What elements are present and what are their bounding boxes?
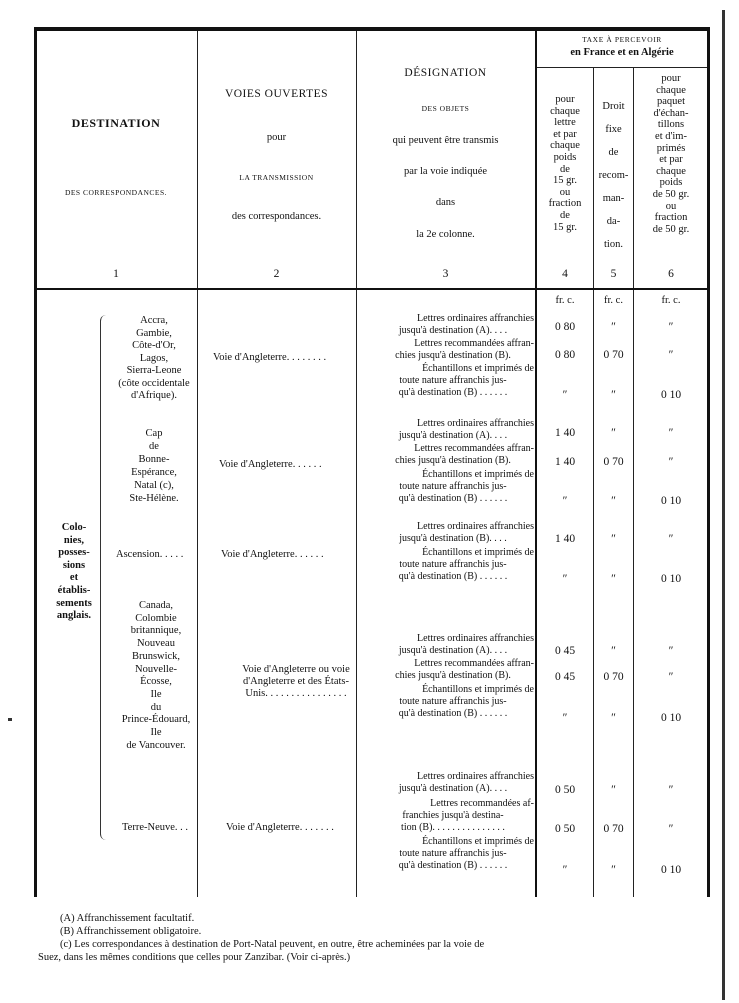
col1-number: 1 [113,268,119,280]
objet-line: toute nature affranchis jus- [399,559,507,571]
col6-header-line: tillons [657,119,685,131]
col6-header-line: ou [665,200,677,212]
objet-lr [372,338,534,362]
objet-ei [372,684,534,721]
value-cell: ″ [611,784,616,796]
value-cell: ″ [611,321,616,333]
col2-title: VOIES OUVERTES [224,88,329,100]
objet-ei [372,836,534,873]
value-cell: 0 45 [554,671,576,683]
col5-number: 5 [610,268,617,280]
col2-des: des correspondances. [231,211,322,222]
value-cell: 0 10 [660,495,682,507]
value-cell: 0 50 [554,823,576,835]
col5-header [594,95,633,256]
objet-line: Lettres recommandées af- [430,798,534,809]
col4-header-line: pour [555,94,575,105]
value-cell: ″ [611,645,616,657]
group-label-line: posses- [58,547,90,559]
value-cell: 0 80 [554,321,576,333]
objet-line: Lettres recommandées affran- [414,338,534,349]
voie-4-line: d'Angleterre et des États- [243,676,349,687]
objet-line: toute nature affranchis jus- [399,696,507,708]
col6-header-line: d'échan- [653,107,689,119]
col6-header-line: de 50 gr. [652,188,690,200]
value-cell: ″ [611,495,616,507]
value-cell: 0 10 [660,864,682,876]
col5-header-line: de [608,147,619,158]
group-brace [100,315,107,840]
col2-number: 2 [273,268,280,280]
note-a: (A) Affranchissement facultatif. [60,913,195,924]
destination-accra-line: Côte-d'Or, [132,340,176,351]
value-cell: ″ [611,573,616,585]
objet-line: jusqu'à destination (A). . . . [398,645,508,657]
group-label-line: établis- [57,584,91,596]
objet-line: Échantillons et imprimés de [422,469,534,480]
objet-line: tion (B). . . . . . . . . . . . . . . [401,822,505,834]
value-cell: 0 70 [603,823,624,835]
col3-line3: dans [435,197,456,208]
value-cell: 0 80 [554,349,576,361]
value-cell: ″ [611,389,616,401]
destination-cap-line: Espérance, [131,467,177,478]
objet-line: Lettres ordinaires affranchies [417,771,534,782]
col1-sub: DES CORRESPONDANCES. [64,188,168,197]
objet-line: chies jusqu'à destination (B). [395,670,511,682]
value-cell: 1 40 [554,427,576,439]
destination-terre-neuve: Terre-Neuve. . . [122,822,189,833]
group-label-line: sions [62,559,86,571]
col1-title: DESTINATION [71,116,161,130]
note-b: (B) Affranchissement obligatoire. [60,926,202,937]
value-cell: ″ [611,427,616,439]
col4-header-line: de [560,209,570,221]
value-cell: ″ [668,349,674,361]
col5-header-line: Droit [602,101,625,112]
destination-canada-line: britannique, [130,625,182,637]
destination-canada-line: Colombie [135,612,177,624]
value-cell: 1 40 [554,456,576,468]
objet-lo [372,418,534,442]
value-cell: ″ [668,427,674,439]
objet-line: chies jusqu'à destination (B). [395,350,511,362]
voie-1: Voie d'Angleterre. . . . . . . . [213,352,327,363]
objet-line: toute nature affranchis jus- [399,481,507,493]
objet-lo [372,313,534,337]
objet-line: qu'à destination (B) . . . . . . [398,571,508,583]
note-c-line1: (c) Les correspondances à destination de Port-Natal peuvent, en outre, être acheminées par la voie de [60,939,485,950]
destination-cap [110,427,198,505]
col4-header-line: fraction [548,198,582,210]
destination-accra [110,315,198,403]
value-cell: ″ [562,389,568,401]
destination-canada-line: du [150,701,162,713]
col6-header-line: de 50 gr. [652,223,690,235]
taxe-subtitle: en France et en Algérie [570,47,674,58]
destination-ascension: Ascension. . . . . [116,549,184,560]
voie-4 [218,664,374,700]
units-col6: fr. c. [661,295,681,306]
destination-accra-line: Sierra-Leone [126,365,182,376]
value-cell: 0 10 [660,573,682,585]
value-cell: ″ [668,456,674,468]
objet-lr [372,443,534,467]
col2-transmission: LA TRANSMISSION [239,173,314,182]
objet-line: franchies jusqu'à destina- [402,810,504,822]
col6-header-line: poids [659,177,683,189]
units-col4: fr. c. [555,295,575,306]
value-cell: 0 70 [603,349,624,361]
col4-header-line: 15 gr. [553,221,577,233]
col6-header-line: fraction [654,212,688,224]
objet-lo [372,633,534,657]
value-cell: ″ [611,533,616,545]
destination-canada [110,600,202,752]
destination-cap-line: Natal (c), [134,480,174,491]
objet-line: Échantillons et imprimés de [422,836,534,847]
objet-line: jusqu'à destination (B). . . . [399,533,507,545]
value-cell: 0 70 [603,671,624,683]
destination-canada-line: Nouvelle- [135,663,177,675]
col2-pour: pour [266,132,287,143]
col4-header-line: chaque [550,105,580,117]
col3-des-objets: DES OBJETS [421,104,470,113]
col4-header-line: et par [553,128,577,140]
objet-line: Lettres recommandées affran- [414,658,534,669]
col4-number: 4 [562,268,568,280]
col4-header [537,94,593,233]
col6-header-line: primés [656,142,686,154]
col4-header-line: poids [553,151,577,163]
margin-mark [8,718,12,721]
value-cell: ″ [562,712,568,724]
voie-2: Voie d'Angleterre. . . . . . [219,459,322,470]
destination-canada-line: de Vancouver. [126,739,186,751]
objet-ei [372,363,534,400]
objet-line: Lettres recommandées affran- [414,443,534,454]
objet-line: Lettres ordinaires affranchies [417,418,534,429]
col6-header-line: et par [659,154,683,166]
objet-line: Échantillons et imprimés de [422,363,534,374]
header-rule [36,288,708,290]
value-cell: ″ [668,645,674,657]
destination-accra-line: (côte occidentale [118,377,190,389]
group-label-line: anglais. [56,610,92,622]
objet-line: Échantillons et imprimés de [422,684,534,695]
col5-header-line: da- [606,216,621,227]
destination-canada-line: Brunswick, [131,650,181,662]
col4-header-line: de [560,163,570,175]
voie-4-line: Voie d'Angleterre ou voie [242,664,350,675]
col6-header-line: chaque [656,84,686,96]
destination-cap-line: de [149,441,159,452]
destination-canada-line: Ile [150,727,162,739]
value-cell: 0 70 [603,456,624,468]
objet-line: toute nature affranchis jus- [399,848,507,860]
objet-ei [372,469,534,506]
objet-line: Lettres ordinaires affranchies [417,313,534,324]
destination-cap-line: Bonne- [138,454,170,465]
destination-accra-line: Lagos, [139,352,169,364]
col6-header-line: chaque [656,165,686,177]
objet-line: jusqu'à destination (A). . . . [398,325,508,337]
objet-line: jusqu'à destination (A). . . . [398,783,508,795]
objet-line: qu'à destination (B) . . . . . . [398,387,508,399]
taxe-title: TAXE À PERCEVOIR [582,35,662,44]
destination-accra-line: Gambie, [136,327,172,339]
units-col5: fr. c. [604,295,623,306]
col6-number: 6 [668,268,674,280]
col4-header-line: 15 gr. [553,175,577,187]
col5-header-line: recom- [598,170,629,181]
col3-title: DÉSIGNATION [404,67,487,79]
objet-line: qu'à destination (B) . . . . . . [398,860,508,872]
objet-line: qu'à destination (B) . . . . . . [398,493,508,505]
col4-header-line: ou [559,186,571,198]
objet-lo [372,771,534,795]
footnotes [38,912,708,964]
col5-header-line: tion. [604,239,623,250]
note-c-line2: Suez, dans les mêmes conditions que celles pour Zanzibar. (Voir ci-après.) [38,952,351,963]
value-cell: ″ [668,671,674,683]
value-cell: ″ [562,573,568,585]
objet-line: chies jusqu'à destination (B). [395,455,511,467]
objet-line: qu'à destination (B) . . . . . . [398,708,508,720]
value-cell: 0 10 [660,712,682,724]
destination-canada-line: Écosse, [140,676,172,688]
value-cell: ″ [668,533,674,545]
value-cell: ″ [668,321,674,333]
value-cell: ″ [668,784,674,796]
col4-header-line: lettre [554,117,576,129]
objet-lr [372,658,534,682]
voie-5: Voie d'Angleterre. . . . . . . [226,822,334,833]
objet-lr5 [372,798,534,835]
value-cell: 0 45 [554,645,576,657]
value-cell: ″ [611,864,616,876]
group-label-line: et [69,572,79,584]
taxe-rule [537,67,707,68]
col6-header [634,73,708,235]
col3-line4: la 2e colonne. [416,229,475,240]
page-edge [722,10,725,1000]
value-cell: ″ [668,823,674,835]
group-label-line: Colo- [61,522,87,533]
destination-canada-line: Ile [150,688,162,700]
objet-line: jusqu'à destination (A). . . . [398,430,508,442]
col6-header-line: et d'im- [655,130,687,142]
objet-ei [372,547,534,584]
destination-canada-line: Prince-Édouard, [121,714,191,726]
destination-canada-line: Nouveau [137,638,175,650]
value-cell: ″ [611,712,616,724]
destination-cap-line: Cap [145,428,163,439]
col6-header-line: paquet [657,96,685,108]
col3-line1: qui peuvent être transmis [392,135,499,146]
col5-header-line: man- [602,193,625,204]
destination-accra-line: Accra, [140,315,168,326]
objet-line: toute nature affranchis jus- [399,375,507,387]
objet-line: Lettres ordinaires affranchies [417,633,534,644]
value-cell: 1 40 [554,533,576,545]
objet-line: Lettres ordinaires affranchies [417,521,534,532]
col3-number: 3 [442,268,449,280]
group-label-line: nies, [63,534,85,546]
col4-header-line: chaque [550,140,580,152]
destination-accra-line: d'Afrique). [131,390,177,401]
voie-4-line: Unis. . . . . . . . . . . . . . . . [245,688,347,699]
value-cell: 0 50 [554,784,576,796]
col3-line2: par la voie indiquée [403,166,488,177]
objet-line: Échantillons et imprimés de [422,547,534,558]
col5-header-line: fixe [605,124,622,135]
value-cell: ″ [562,495,568,507]
value-cell: 0 10 [660,389,682,401]
destination-cap-line: Ste-Hélène. [129,493,179,504]
value-cell: ″ [562,864,568,876]
col6-header-line: pour [661,73,681,84]
group-label-line: sements [56,597,92,609]
voie-3: Voie d'Angleterre. . . . . . [221,549,324,560]
objet-lo2 [372,521,534,545]
destination-canada-line: Canada, [138,600,174,611]
group-label [50,522,98,623]
